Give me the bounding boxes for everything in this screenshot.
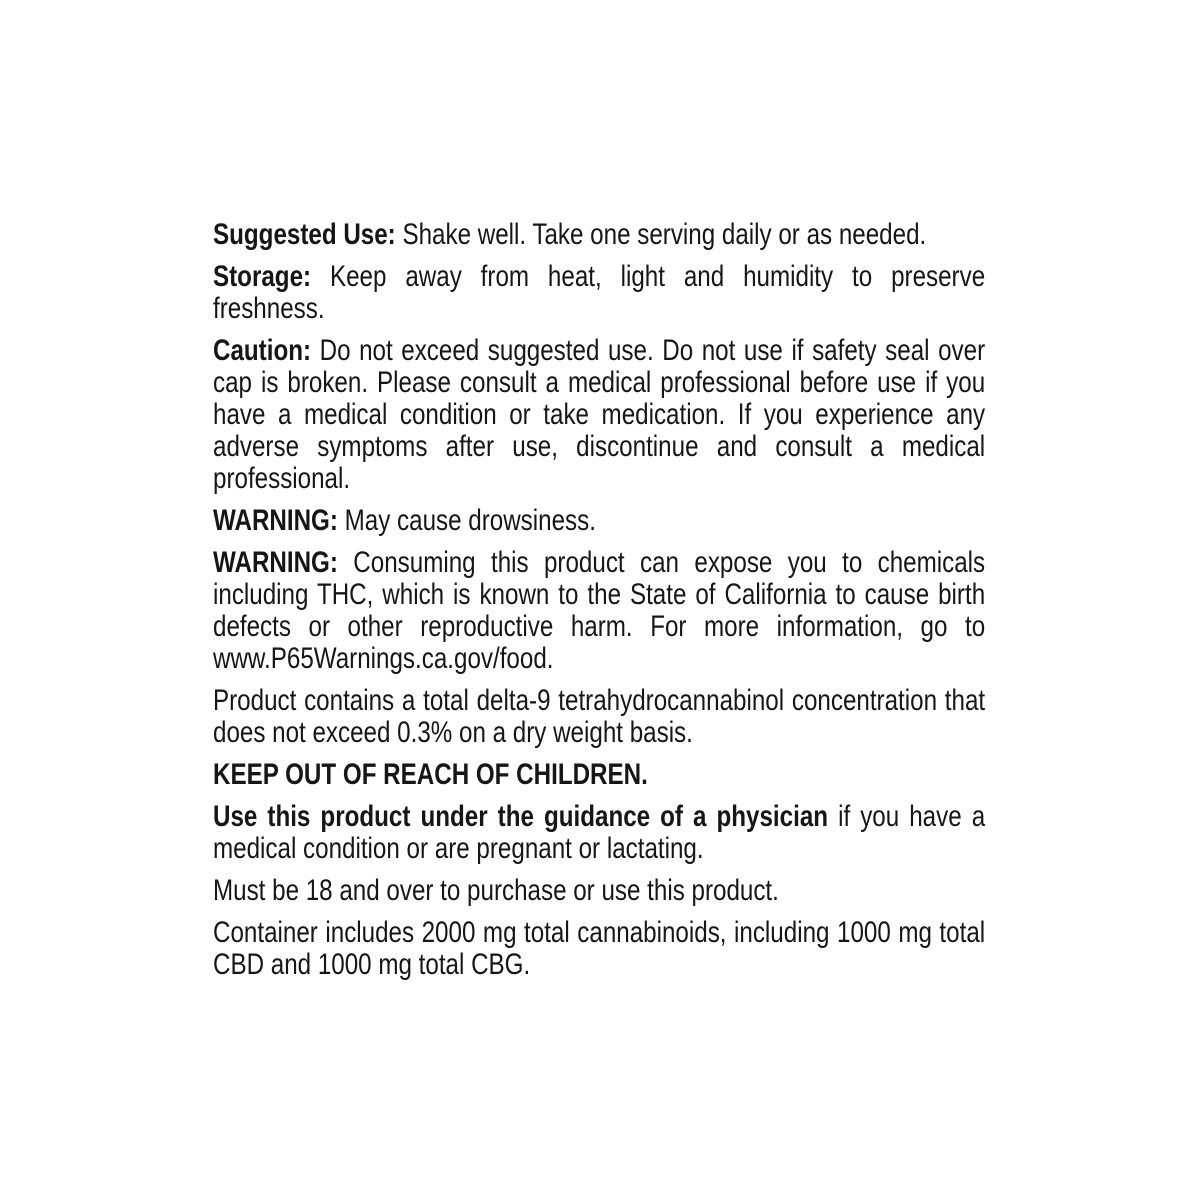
caution-lead: Caution: [213, 334, 312, 367]
storage-text: Keep away from heat, light and humidity to preserve freshness. [213, 260, 986, 325]
warning-prop65-text: Consuming this product can expose you to chemicals including THC, which is known to the State of California to cause birth defects or other reproductive harm. For more information, go to www.P65Warnings.ca.gov/food. [213, 546, 986, 675]
label-text-block [213, 219, 985, 981]
warning-prop65-lead: WARNING: [213, 546, 338, 579]
suggested-use-text: Shake well. Take one serving daily or as needed. [395, 218, 927, 251]
warning-drowsiness-lead: WARNING: [213, 504, 338, 537]
physician-guidance-lead: Use this product under the guidance of a physician [213, 800, 829, 833]
thc-concentration-text: Product contains a total delta-9 tetrahydrocannabinol concentration that does not exceed 0.3% on a dry weight basis. [213, 684, 986, 749]
keep-out-of-reach-lead: KEEP OUT OF REACH OF CHILDREN. [213, 758, 648, 791]
paragraph-suggested-use [213, 219, 985, 251]
paragraph-warning-prop65 [213, 547, 985, 675]
paragraph-warning-drowsiness [213, 505, 985, 537]
physician-guidance-text: if you have a medical condition or are pregnant or lactating. [213, 800, 986, 865]
paragraph-keep-out-of-reach [213, 759, 985, 791]
paragraph-age-requirement [213, 875, 985, 907]
paragraph-storage [213, 261, 985, 325]
paragraph-physician-guidance [213, 801, 985, 865]
age-requirement-text: Must be 18 and over to purchase or use this product. [213, 874, 779, 907]
suggested-use-lead: Suggested Use: [213, 218, 396, 251]
warning-drowsiness-text: May cause drowsiness. [337, 504, 596, 537]
paragraph-thc-concentration [213, 685, 985, 749]
caution-text: Do not exceed suggested use. Do not use if safety seal over cap is broken. Please consult a medical professional before use if you have a medical condition or take medication. If you experience any adverse symptoms after use, discontinue and consult a medical professional. [213, 334, 986, 495]
paragraph-caution [213, 335, 985, 495]
storage-lead: Storage: [213, 260, 312, 293]
paragraph-cannabinoid-content [213, 917, 985, 981]
cannabinoid-content-text: Container includes 2000 mg total cannabinoids, including 1000 mg total CBD and 1000 mg total CBG. [213, 916, 986, 981]
